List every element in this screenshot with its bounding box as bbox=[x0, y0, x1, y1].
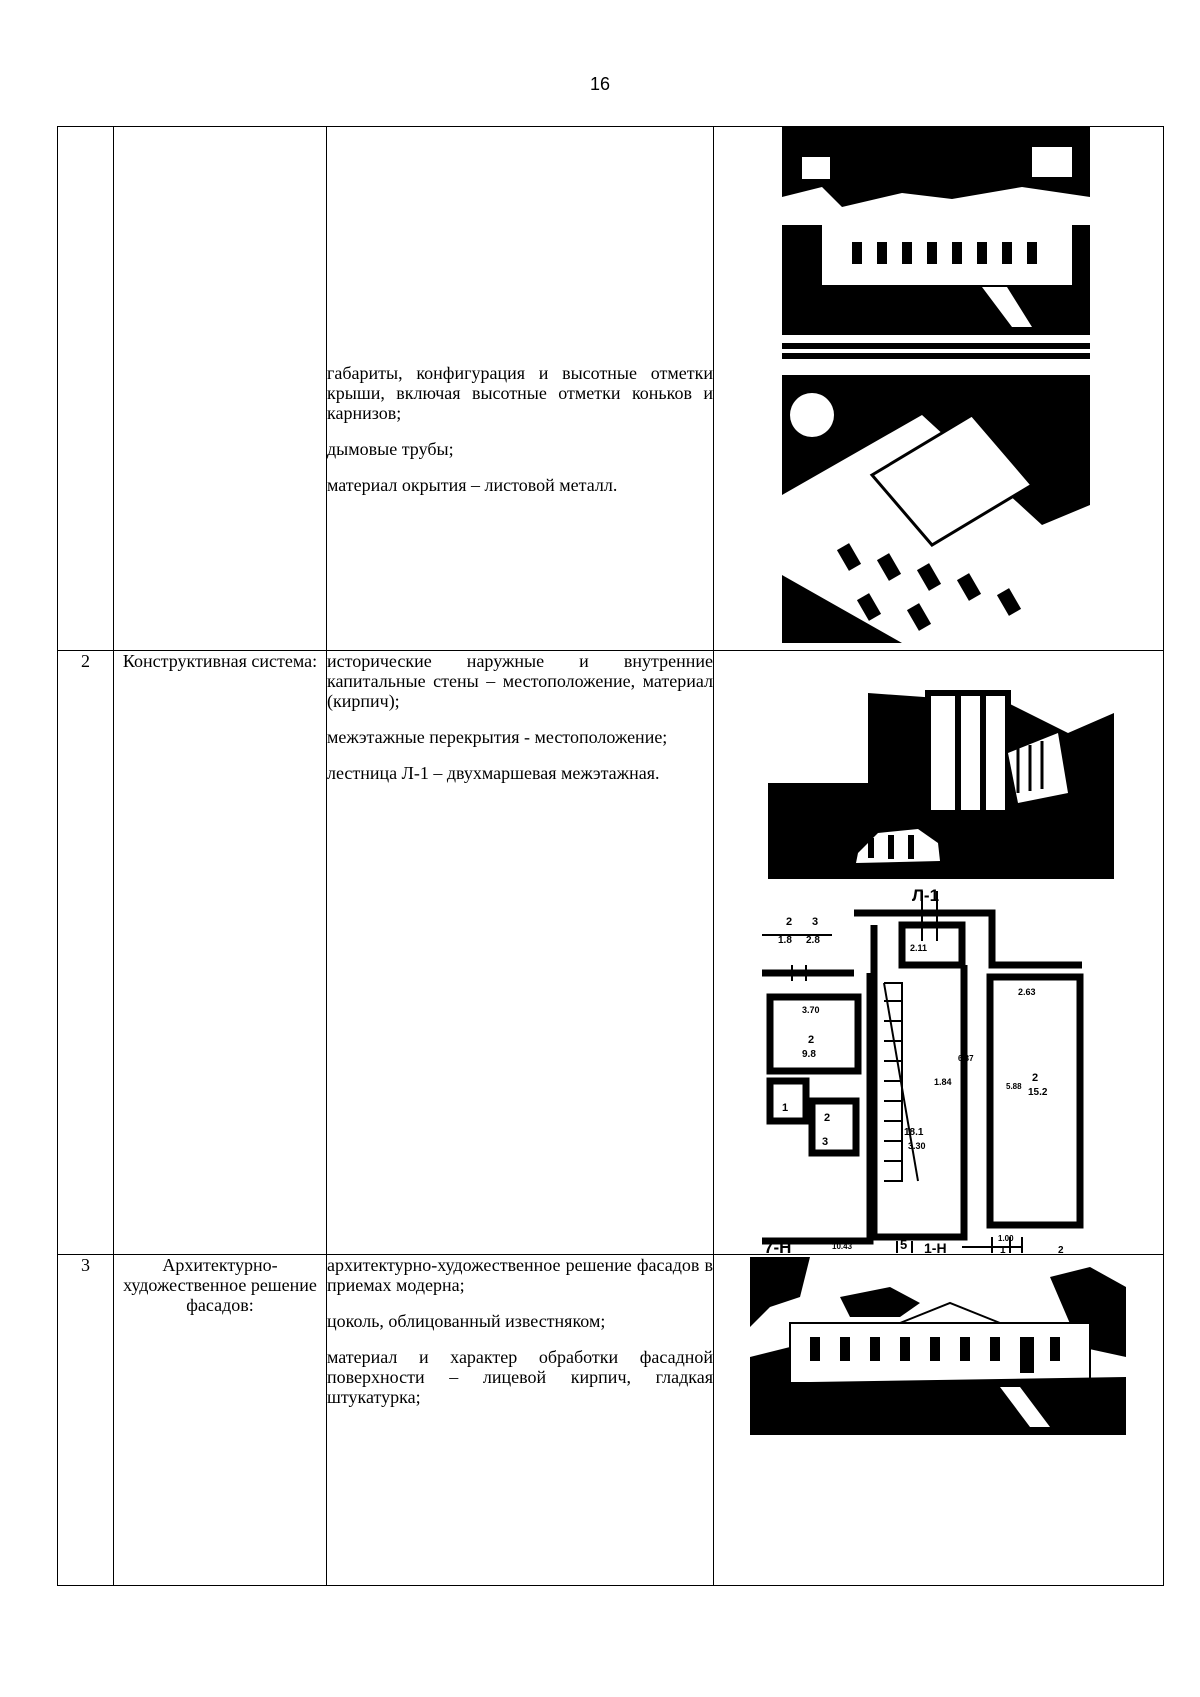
plan-label: 1.8 bbox=[778, 935, 792, 946]
plan-label: 6.37 bbox=[958, 1054, 974, 1063]
row-number: 3 bbox=[58, 1255, 114, 1586]
aerial-photo bbox=[782, 375, 1090, 643]
row-number: 2 bbox=[58, 651, 114, 1255]
list-item: архитектурно-художественное решение фасадов в приемах модерна; bbox=[327, 1255, 713, 1295]
plan-axis-label: 5 bbox=[900, 1237, 908, 1252]
list-item: лестница Л-1 – двухмаршевая межэтажная. bbox=[327, 763, 660, 783]
row-photos bbox=[714, 651, 1164, 1255]
plan-axis-label: 1-Н bbox=[924, 1240, 947, 1253]
facade-photo bbox=[750, 1257, 1126, 1435]
plan-label: 2.63 bbox=[1018, 987, 1036, 997]
staircase-photo bbox=[768, 653, 1114, 879]
list-item: межэтажные перекрытия - местоположение; bbox=[327, 727, 668, 747]
plan-label: 1 bbox=[1000, 1245, 1006, 1253]
plan-label: 2 bbox=[808, 1034, 815, 1046]
table-row bbox=[58, 1255, 1164, 1586]
list-item: цоколь, облицованный известняком; bbox=[327, 1311, 606, 1331]
plan-label: 9.8 bbox=[802, 1049, 816, 1060]
plan-label: 3 bbox=[822, 1136, 829, 1148]
list-item: габариты, конфигурация и высотные отметки крыши, включая высотные отметки коньков и карнизов; bbox=[327, 363, 713, 423]
list-item: материал окрытия – листовой металл. bbox=[327, 475, 618, 495]
page-number: 16 bbox=[589, 74, 611, 94]
plan-label: 3.30 bbox=[908, 1141, 926, 1151]
row-description bbox=[327, 127, 714, 651]
list-item: материал и характер обработки фасадной поверхности – лицевой кирпич, гладкая штукатурка; bbox=[327, 1347, 713, 1407]
plan-label: 2 bbox=[1058, 1245, 1064, 1253]
row-category bbox=[114, 127, 327, 651]
plan-label: 2 bbox=[1032, 1072, 1039, 1084]
list-item: дымовые трубы; bbox=[327, 439, 454, 459]
row-photos bbox=[714, 1255, 1164, 1586]
list-item: исторические наружные и внутренние капитальные стены – местоположение, материал (кирпич); bbox=[327, 651, 713, 711]
plan-label: 2 bbox=[824, 1112, 831, 1124]
row-description bbox=[327, 651, 714, 1255]
plan-label: 2.11 bbox=[910, 943, 928, 953]
plan-label: 3 bbox=[812, 916, 819, 928]
plan-label: 1.84 bbox=[934, 1077, 952, 1087]
plan-label: 2.8 bbox=[806, 935, 820, 946]
plan-label: 1.00 bbox=[998, 1234, 1014, 1243]
plan-label: 5.88 bbox=[1006, 1082, 1022, 1091]
plan-label: 2 bbox=[786, 916, 793, 928]
floor-plan bbox=[762, 881, 1134, 1253]
table-row bbox=[58, 651, 1164, 1255]
plan-label: 1 bbox=[782, 1102, 789, 1114]
plan-label: 10.43 bbox=[832, 1242, 853, 1251]
row-number bbox=[58, 127, 114, 651]
row-description bbox=[327, 1255, 714, 1586]
row-photos bbox=[714, 127, 1164, 651]
plan-label: 18.1 bbox=[904, 1127, 924, 1138]
plan-axis-label: 7-Н bbox=[764, 1238, 792, 1253]
plan-label: 3.70 bbox=[802, 1005, 820, 1015]
plan-label-stair: Л-1 bbox=[912, 886, 940, 905]
table-row bbox=[58, 127, 1164, 651]
facade-photo bbox=[782, 127, 1090, 359]
plan-label: 15.2 bbox=[1028, 1087, 1048, 1098]
row-category: Конструктивная система: bbox=[114, 651, 327, 1255]
row-category: Архитектурно-художественное решение фасадов: bbox=[114, 1255, 327, 1586]
attributes-table bbox=[57, 126, 1164, 1586]
